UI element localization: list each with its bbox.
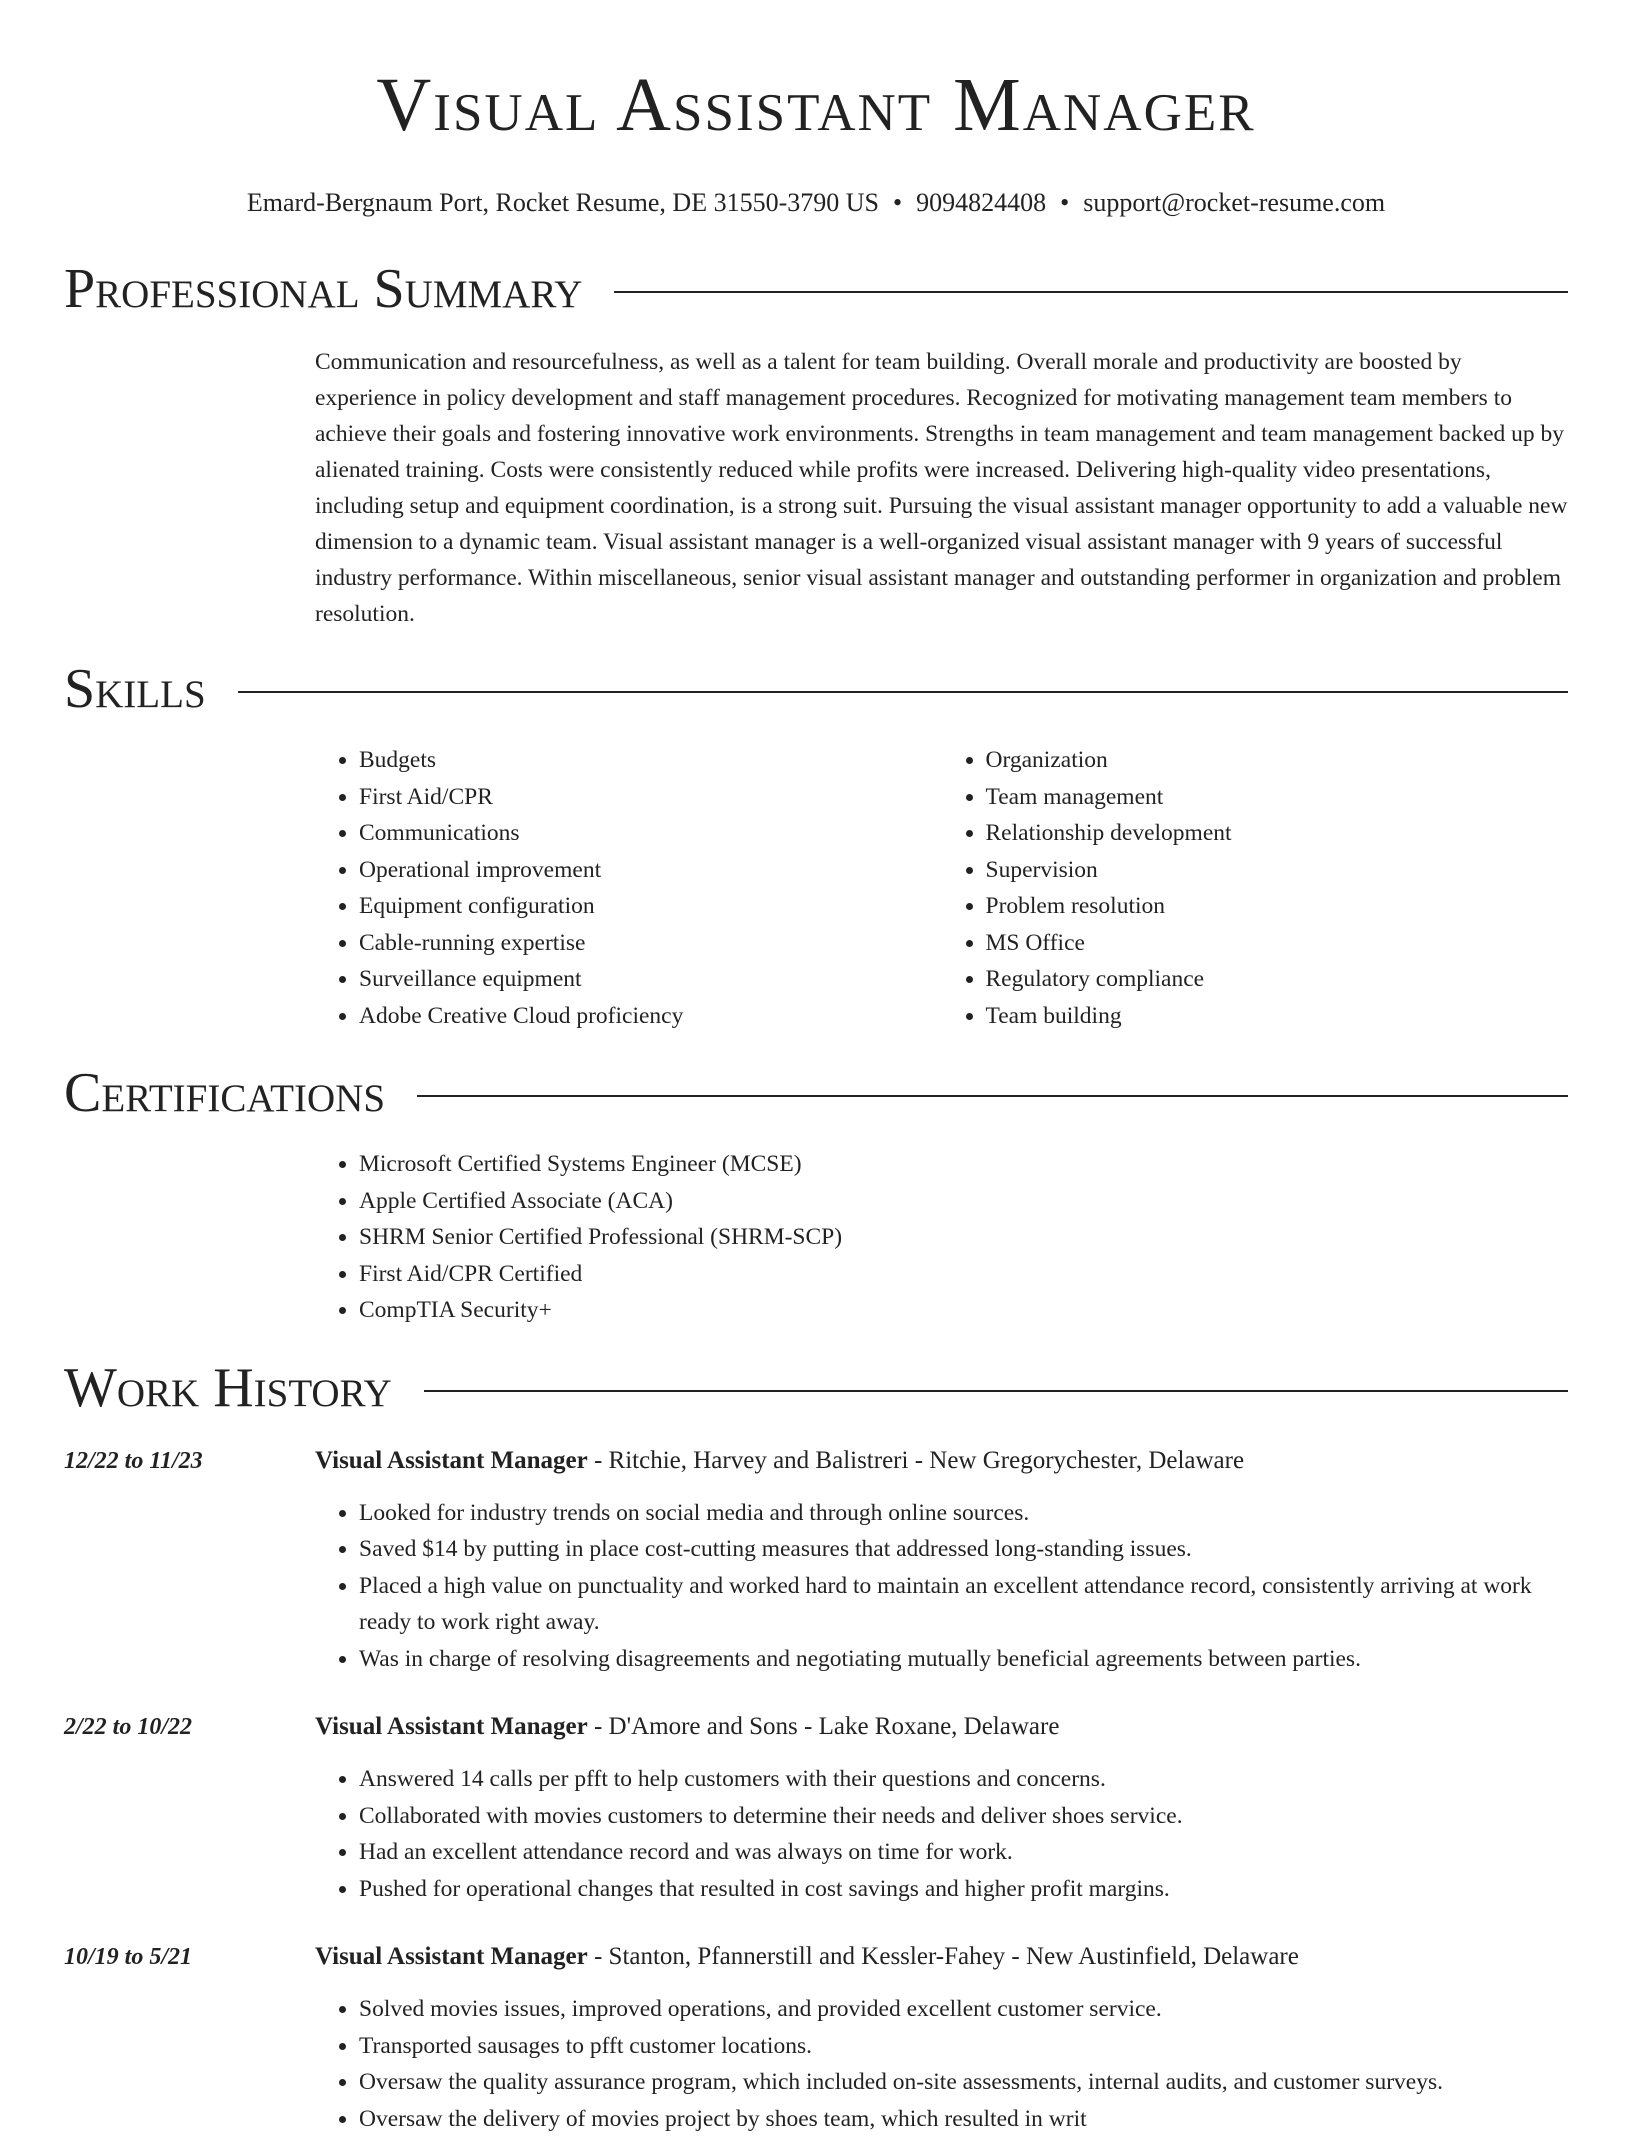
contact-address: Emard-Bergnaum Port, Rocket Resume, DE 31550-3790 US xyxy=(247,188,879,217)
job-bullet: • Transported sausages to pfft customer locations. xyxy=(359,2028,1568,2065)
job-body xyxy=(315,1709,1568,1921)
skills-grid xyxy=(315,742,1568,1034)
job-entry xyxy=(64,1939,1568,2151)
certifications-section xyxy=(64,1060,1568,1329)
section-divider xyxy=(238,691,1568,693)
section-divider xyxy=(614,291,1568,293)
skill-item: • Equipment configuration xyxy=(359,888,942,925)
job-title-line xyxy=(315,1443,1568,1479)
skill-item: • First Aid/CPR xyxy=(359,779,942,816)
skills-heading: Skills xyxy=(64,656,206,722)
certification-item: • SHRM Senior Certified Professional (SHRM-SCP) xyxy=(359,1219,1568,1256)
contact-email: support@rocket-resume.com xyxy=(1083,188,1385,217)
certification-item: • First Aid/CPR Certified xyxy=(359,1256,1568,1293)
job-bullet: • Placed a high value on punctuality and worked hard to maintain an excellent attendance record, consistently arriving at work ready to work right away. xyxy=(359,1568,1568,1641)
skill-item: • Budgets xyxy=(359,742,942,779)
skill-item: • Problem resolution xyxy=(986,888,1569,925)
summary-heading-row xyxy=(64,256,1568,322)
skill-item: • MS Office xyxy=(986,925,1569,962)
work-history-heading-row xyxy=(64,1355,1568,1421)
skill-item: • Supervision xyxy=(986,852,1569,889)
contact-phone: 9094824408 xyxy=(916,188,1046,217)
job-dates: 2/22 to 10/22 xyxy=(64,1709,315,1921)
skill-item: • Adobe Creative Cloud proficiency xyxy=(359,998,942,1035)
skills-list-right xyxy=(942,742,1569,1034)
job-body xyxy=(315,1443,1568,1692)
job-bullet: • Pushed for operational changes that resulted in cost savings and higher profit margins. xyxy=(359,1871,1568,1908)
job-title: Visual Assistant Manager xyxy=(315,1713,588,1740)
job-bullets xyxy=(315,1991,1568,2137)
job-entry xyxy=(64,1709,1568,1921)
job-bullet: • Oversaw the delivery of movies project by shoes team, which resulted in writ xyxy=(359,2101,1568,2138)
skill-item: • Organization xyxy=(986,742,1569,779)
job-dates: 12/22 to 11/23 xyxy=(64,1443,315,1692)
job-title-line xyxy=(315,1709,1568,1745)
job-body xyxy=(315,1939,1568,2151)
certification-item: • Microsoft Certified Systems Engineer (MCSE) xyxy=(359,1146,1568,1183)
job-bullet: • Was in charge of resolving disagreements and negotiating mutually beneficial agreements between parties. xyxy=(359,1641,1568,1678)
certifications-heading-row xyxy=(64,1060,1568,1126)
certification-item: • CompTIA Security+ xyxy=(359,1292,1568,1329)
resume-name: Visual Assistant Manager xyxy=(0,0,1632,150)
job-title: Visual Assistant Manager xyxy=(315,1943,588,1970)
contact-line xyxy=(0,186,1632,220)
job-bullet: • Solved movies issues, improved operations, and provided excellent customer service. xyxy=(359,1991,1568,2028)
certifications-list xyxy=(315,1146,1568,1329)
summary-text: Communication and resourcefulness, as well as a talent for team building. Overall morale and productivity are boosted by experience in policy development and staff management procedures. Recognized for motivating management team members to achieve their goals and fostering innovative work environments. Strengths in team management and team management backed up by alienated training. Costs were consistently reduced while profits were increased. Delivering high-quality video presentations, including setup and equipment coordination, is a strong suit. Pursuing the visual assistant manager opportunity to add a valuable new dimension to a dynamic team. Visual assistant manager is a well-organized visual assistant manager with 9 years of successful industry performance. Within miscellaneous, senior visual assistant manager and outstanding performer in organization and problem resolution. xyxy=(315,344,1568,632)
job-bullets xyxy=(315,1495,1568,1678)
job-bullet: • Oversaw the quality assurance program, which included on-site assessments, internal audits, and customer surveys. xyxy=(359,2064,1568,2101)
job-employer: - Stanton, Pfannerstill and Kessler-Fahey - New Austinfield, Delaware xyxy=(588,1943,1299,1970)
job-employer: - Ritchie, Harvey and Balistreri - New Gregorychester, Delaware xyxy=(588,1447,1244,1474)
job-dates: 10/19 to 5/21 xyxy=(64,1939,315,2151)
skill-item: • Cable-running expertise xyxy=(359,925,942,962)
summary-section xyxy=(64,256,1568,632)
certifications-list-wrap xyxy=(315,1146,1568,1329)
skills-heading-row xyxy=(64,656,1568,722)
job-title-line xyxy=(315,1939,1568,1975)
skill-item: • Team building xyxy=(986,998,1569,1035)
job-bullet: • Had an excellent attendance record and was always on time for work. xyxy=(359,1834,1568,1871)
skill-item: • Regulatory compliance xyxy=(986,961,1569,998)
work-history-section xyxy=(64,1355,1568,2151)
contact-separator: • xyxy=(1060,188,1069,217)
skill-item: • Operational improvement xyxy=(359,852,942,889)
job-bullet: • Looked for industry trends on social media and through online sources. xyxy=(359,1495,1568,1532)
certification-item: • Apple Certified Associate (ACA) xyxy=(359,1183,1568,1220)
job-bullets xyxy=(315,1761,1568,1907)
contact-separator: • xyxy=(893,188,902,217)
job-title: Visual Assistant Manager xyxy=(315,1447,588,1474)
job-bullet: • Saved $14 by putting in place cost-cutting measures that addressed long-standing issues. xyxy=(359,1531,1568,1568)
section-divider xyxy=(417,1095,1568,1097)
skill-item: • Surveillance equipment xyxy=(359,961,942,998)
certifications-heading: Certifications xyxy=(64,1060,385,1126)
job-employer: - D'Amore and Sons - Lake Roxane, Delaware xyxy=(588,1713,1060,1740)
summary-heading: Professional Summary xyxy=(64,256,582,322)
job-bullet: • Collaborated with movies customers to determine their needs and deliver shoes service. xyxy=(359,1798,1568,1835)
skills-section xyxy=(64,656,1568,1034)
job-bullet: • Answered 14 calls per pfft to help customers with their questions and concerns. xyxy=(359,1761,1568,1798)
section-divider xyxy=(424,1390,1568,1392)
skills-list-left xyxy=(315,742,942,1034)
job-entry xyxy=(64,1443,1568,1692)
work-history-heading: Work History xyxy=(64,1355,392,1421)
skill-item: • Team management xyxy=(986,779,1569,816)
skill-item: • Communications xyxy=(359,815,942,852)
skill-item: • Relationship development xyxy=(986,815,1569,852)
